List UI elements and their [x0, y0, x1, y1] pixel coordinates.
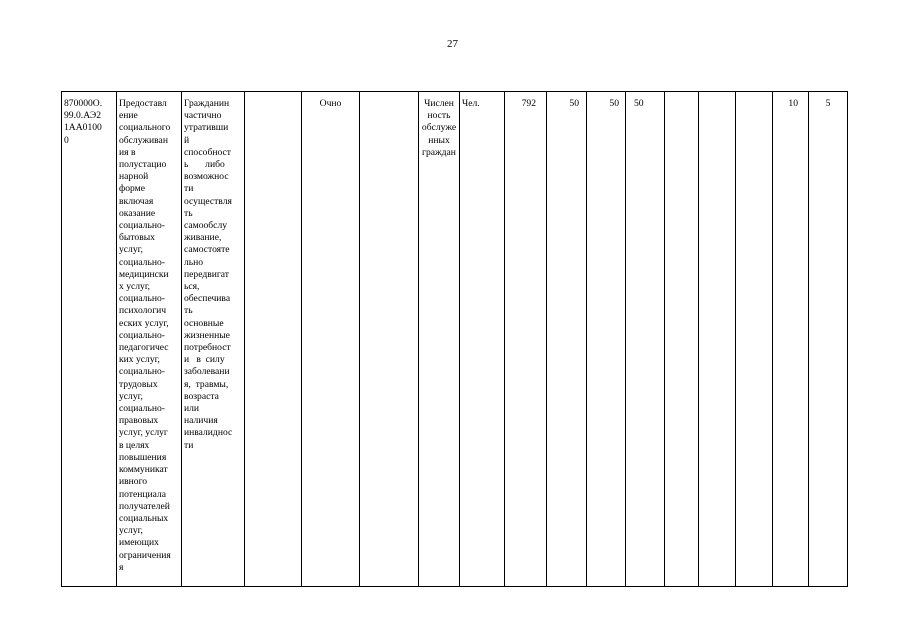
cell-registry-code: 870000О. 99.0.АЭ2 1АА0100 0: [61, 92, 116, 586]
cell-service-form: Очно: [301, 92, 359, 586]
cell-indicator-name: Числен ность обслуже нных граждан: [418, 92, 459, 586]
table-row: [61, 91, 848, 587]
cell-value-10: 10: [772, 92, 808, 586]
cell-value-5: 5: [808, 92, 848, 586]
cell-value-792: 792: [504, 92, 546, 586]
page-number: 27: [447, 38, 458, 50]
cell-empty-13: [664, 92, 698, 586]
cell-empty-6: [359, 92, 418, 586]
cell-service-name: Предоставл ение социального обслуживан ия в полустацио нарной форме включая оказание социально- бытовых услуг, социально- медицински х услуг, социально- психологич еских услуг, социально- педагогичес ких услуг, социально- трудовых услуг, социально- правовых услуг, услуг в целях повышения коммуникат ивного потенциала получателей социальных услуг, имеющих ограничения я: [116, 92, 181, 586]
cell-empty-15: [735, 92, 772, 586]
cell-empty-4: [244, 92, 301, 586]
cell-value-50-b: 50: [586, 92, 625, 586]
cell-value-50-a: 50: [546, 92, 586, 586]
cell-unit: Чел.: [459, 92, 504, 586]
cell-value-50-c: 50: [625, 92, 664, 586]
cell-recipient-category: Гражданин частично утративши й способност ь либо возможнос ти осуществля ть самообслу живание, самостояте льно передвигат ься, обеспечива ть основные жизненные потребност и в силу заболевани я, травмы, возраста или наличия инвалиднос ти: [181, 92, 244, 586]
cell-empty-14: [698, 92, 735, 586]
